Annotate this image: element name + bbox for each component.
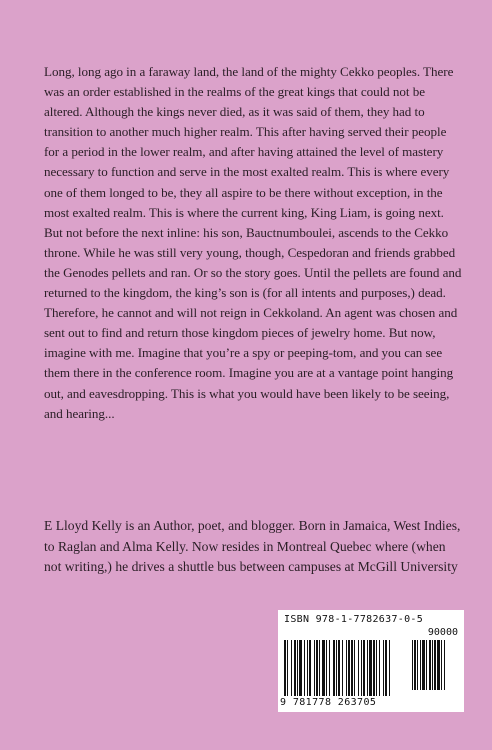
price-code: 90000 [427,627,458,638]
author-bio: E Lloyd Kelly is an Author, poet, and blogger. Born in Jamaica, West Indies, to Raglan and Alma Kelly. Now resides in Montreal Quebec where (when not writing,) he drives a shuttle bus between campuses at McGill University [44,518,461,574]
isbn-barcode [278,610,464,712]
book-blurb: Long, long ago in a faraway land, the land of the mighty Cekko peoples. There was an order established in the realms of the great kings that could not be altered. Although the kings never died, as it was said of them, they had to transition to another much higher realm. This after having served their people for a period in the lower realm, and after having attained the level of mastery necessary to function and serve in the most exalted realm. This is where every one of them longed to be, they all aspire to be there without exception, in the most exalted realm. This is where the current king, King Liam, is going next. But not before the next inline: his son, Bauctnumboulei, ascends to the Cekko throne. While he was still very young, though, Cespedoran and friends grabbed the Genodes pellets and ran. Or so the story goes. Until the pellets are found and returned to the kingdom, the king’s son is (for all intents and purposes,) dead. Therefore, he cannot and will not reign in Cekkoland. An agent was chosen and sent out to find and return those kingdom pieces of jewelry home. But now, imagine with me. Imagine that you’re a spy or peeping-tom, and you can see them there in the conference room. Imagine you are at a vantage point hanging out, and eavesdropping. This is what you would have been likely to be seeing, and hearing... [44,64,462,421]
isbn-number: ISBN 978-1-7782637-0-5 [284,614,424,625]
barcode-digits: 9 781778 263705 [280,697,377,708]
barcode-bars [282,640,460,696]
